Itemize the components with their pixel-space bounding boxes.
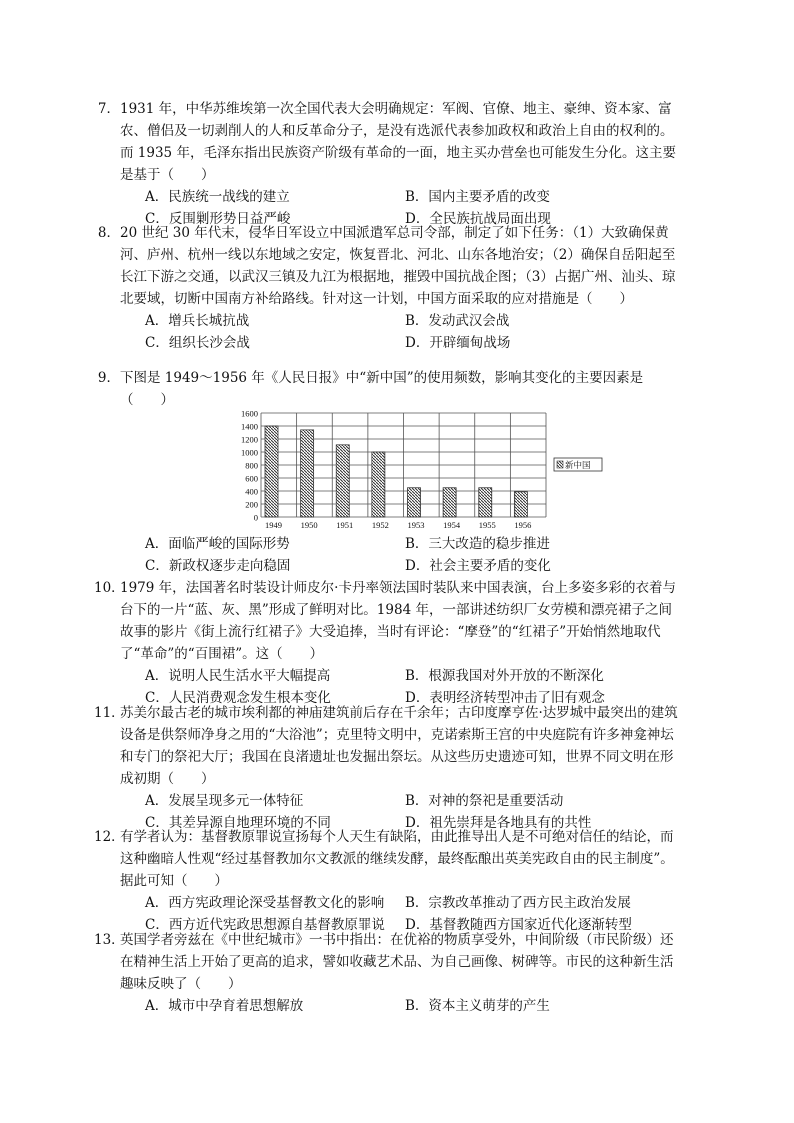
question-12 <box>94 826 680 936</box>
x-tick-label: 1950 <box>300 520 318 530</box>
option-b[interactable]: B．三大改造的稳步推进 <box>405 536 550 552</box>
bar-1952 <box>372 452 385 517</box>
y-tick-label: 200 <box>245 499 258 510</box>
bar-1951 <box>336 445 349 517</box>
option-c[interactable]: C．人民消费观念发生根本变化 <box>145 690 331 706</box>
options-row-1 <box>120 310 680 332</box>
question-7 <box>97 98 680 230</box>
option-d[interactable]: D．全民族抗战局面出现 <box>405 211 551 227</box>
option-a[interactable]: A．增兵长城抗战 <box>145 313 250 329</box>
y-tick-label: 1400 <box>241 421 258 432</box>
question-stem <box>97 367 680 411</box>
x-tick-label: 1953 <box>407 520 425 530</box>
question-stem <box>94 929 680 995</box>
question-number: 10． <box>94 580 125 596</box>
bar-1954 <box>443 488 456 517</box>
option-d[interactable]: D．表明经济转型冲击了旧有观念 <box>405 690 605 706</box>
bar-1956 <box>514 492 527 517</box>
y-tick-label: 0 <box>253 512 258 523</box>
legend-label: 新中国 <box>565 461 591 471</box>
option-b[interactable]: B．对神的祭祀是重要活动 <box>405 793 564 809</box>
option-a[interactable]: A．面临严峻的国际形势 <box>145 536 290 552</box>
y-tick-label: 1200 <box>241 434 258 445</box>
question-text: 20 世纪 30 年代末，侵华日军设立中国派遣军总司令部，制定了如下任务：（1）大致确保黄河、庐州、杭州一线以东地域之安定，恢复晋北、河北、山东各地治安；（2）确保自岳阳起至长江下游之交通，以武汉三镇及九江为根据地，摧毁中国抗战企图；（3）占据广州、汕头、琼北要域，切断中国南方补给路线。针对这一计划，中国方面采取的应对措施是（ ） <box>120 225 676 307</box>
options-row-2 <box>120 555 680 577</box>
x-tick-label: 1951 <box>336 520 354 530</box>
question-text: 1979 年，法国著名时装设计师皮尔·卡丹率领法国时装队来中国表演，台上多姿多彩的衣着与台下的一片“蓝、灰、黑”形成了鲜明对比。1984 年，一部讲述纺织厂女劳模和漂亮裙子之间故事的影片《街上流行红裙子》大受追捧，当时有评论：“摩登”的“红裙子”开始悄然地取代了“革命”的“百围裙”。这（ ） <box>120 580 676 662</box>
options-row-1 <box>120 892 680 914</box>
x-tick-label: 1956 <box>514 520 532 530</box>
option-c[interactable]: C．组织长沙会战 <box>145 335 250 351</box>
option-b[interactable]: B．宗教改革推动了西方民主政治发展 <box>405 895 631 911</box>
question-9-options <box>120 533 680 577</box>
bar-1949 <box>265 426 278 517</box>
question-stem <box>94 577 680 665</box>
options-row-1 <box>120 665 680 687</box>
y-tick-label: 800 <box>245 460 258 471</box>
question-number: 7． <box>97 101 120 117</box>
option-a[interactable]: A．城市中孕育着思想解放 <box>145 998 304 1014</box>
question-number: 11． <box>94 705 125 721</box>
question-text: 苏美尔最古老的城市埃利都的神庙建筑前后存在千余年；古印度摩亨佐·达罗城中最突出的建筑设备是供祭师净身之用的“大浴池”；克里特文明中，克诺索斯王宫的中央庭院有许多神龛神坛和专门的祭祀大厅；我国在良渚遗址也发掘出祭坛。从这些历史遗迹可知，世界不同文明在形成初期（ ） <box>120 705 678 787</box>
option-b[interactable]: B．发动武汉会战 <box>405 313 510 329</box>
bar-1950 <box>301 430 314 517</box>
options-row-1 <box>120 186 680 208</box>
question-text: 1931 年，中华苏维埃第一次全国代表大会明确规定：军阀、官僚、地主、豪绅、资本家、富农、僧侣及一切剥削人的人和反革命分子，是没有选派代表参加政权和政治上自由的权利的。而 1935 年，毛泽东指出民族资产阶级有革命的一面，地主买办营垒也可能发生分化。这主要是基于（ ） <box>120 101 676 183</box>
question-number: 13． <box>94 932 125 948</box>
question-number: 9． <box>97 370 120 386</box>
option-b[interactable]: B．资本主义萌芽的产生 <box>405 998 550 1014</box>
question-number: 8． <box>97 225 120 241</box>
option-d[interactable]: D．祖先崇拜是各地具有的共性 <box>405 815 592 831</box>
x-tick-label: 1954 <box>443 520 461 530</box>
question-11 <box>94 702 680 834</box>
option-b[interactable]: B．国内主要矛盾的改变 <box>405 189 550 205</box>
question-stem <box>97 222 680 310</box>
question-stem <box>97 98 680 186</box>
option-c[interactable]: C．新政权逐步走向稳固 <box>145 558 291 574</box>
option-d[interactable]: D．基督教随西方国家近代化逐渐转型 <box>405 917 632 933</box>
option-a[interactable]: A．西方宪政理论深受基督教文化的影响 <box>145 895 385 911</box>
question-13 <box>94 929 680 1017</box>
option-a[interactable]: A．说明人民生活水平大幅提高 <box>145 668 331 684</box>
y-tick-label: 1000 <box>241 447 258 458</box>
question-text: 有学者认为：基督教原罪说宣扬每个人天生有缺陷，由此推导出人是不可绝对信任的结论，而这种幽暗人性观“经过基督教加尔文教派的继续发酵，最终酝酿出英美宪政自由的民主制度”。据此可知（ ） <box>120 829 674 889</box>
y-tick-label: 1600 <box>241 408 258 419</box>
question-8 <box>97 222 680 354</box>
options-row-1 <box>120 790 680 812</box>
y-tick-label: 400 <box>245 486 258 497</box>
options-row-1 <box>120 533 680 555</box>
options-row-2 <box>120 332 680 354</box>
bar-1955 <box>479 488 492 517</box>
option-a[interactable]: A．民族统一战线的建立 <box>145 189 290 205</box>
option-d[interactable]: D．开辟缅甸战场 <box>405 335 511 351</box>
question-9 <box>97 367 680 411</box>
option-d[interactable]: D．社会主要矛盾的变化 <box>405 558 551 574</box>
x-tick-label: 1949 <box>265 520 282 530</box>
option-a[interactable]: A．发展呈现多元一体特征 <box>145 793 304 809</box>
question-stem <box>94 826 680 892</box>
option-c[interactable]: C．西方近代宪政思想源自基督教原罪说 <box>145 917 385 933</box>
question-number: 12． <box>94 829 125 845</box>
bar-1953 <box>408 488 421 517</box>
question-10 <box>94 577 680 709</box>
question-stem <box>94 702 680 790</box>
bar-chart <box>232 407 604 531</box>
option-b[interactable]: B．根源我国对外开放的不断深化 <box>405 668 604 684</box>
y-tick-label: 600 <box>245 473 258 484</box>
x-tick-label: 1952 <box>371 520 389 530</box>
question-text: 英国学者旁兹在《中世纪城市》一书中指出：在优裕的物质享受外，中间阶级（市民阶级）还在精神生活上开始了更高的追求，譬如收藏艺术品、为自己画像、树碑等。市民的这种新生活趣味反映了（ ） <box>120 932 674 992</box>
question-text: 下图是 1949～1956 年《人民日报》中“新中国”的使用频数，影响其变化的主要因素是（ ） <box>120 370 644 408</box>
x-tick-label: 1955 <box>478 520 496 530</box>
option-c[interactable]: C．反围剿形势日益严峻 <box>145 211 291 227</box>
option-c[interactable]: C．其差异源自地理环境的不同 <box>145 815 331 831</box>
legend-swatch <box>557 461 563 468</box>
usage-frequency-chart <box>232 407 604 531</box>
options-row-1 <box>120 995 680 1017</box>
